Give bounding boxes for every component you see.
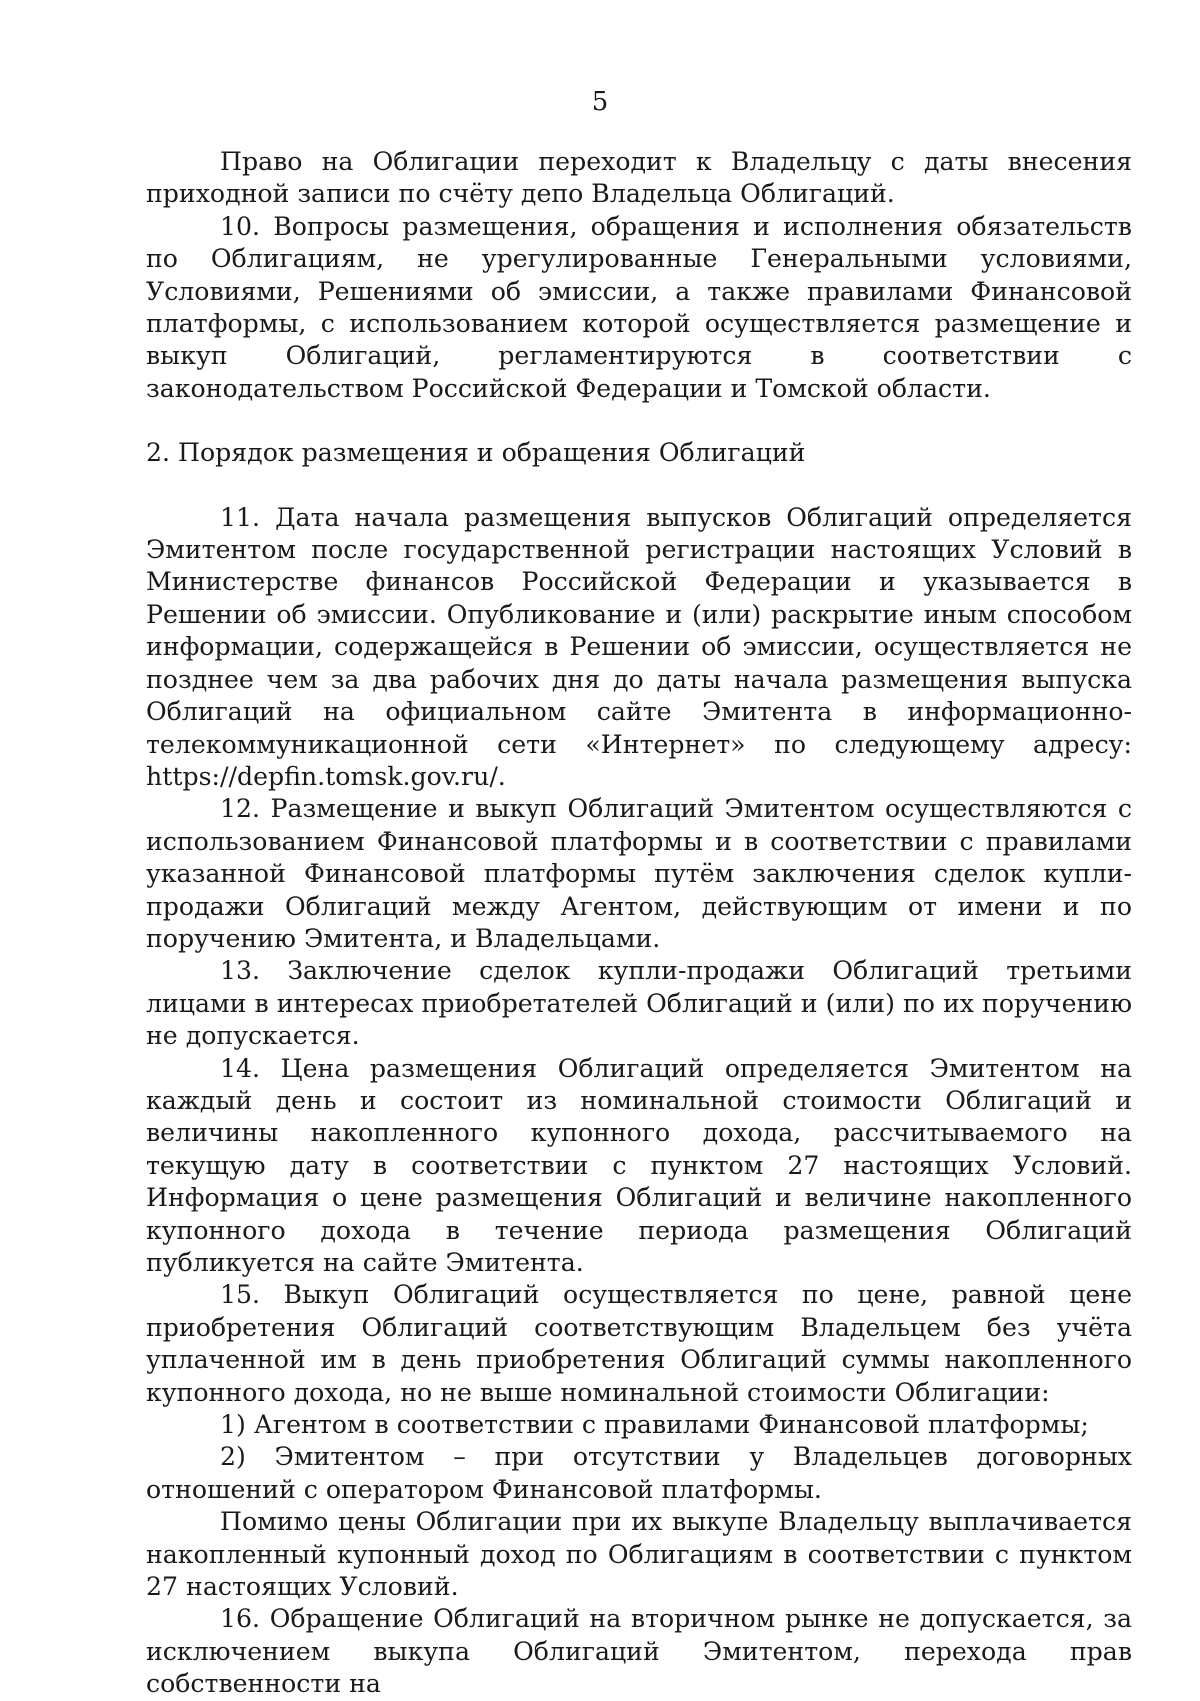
list-item-agent: 1) Агентом в соответствии с правилами Финансовой платформы; bbox=[220, 1410, 1089, 1440]
paragraph-item-15: 15. Выкуп Облигаций осуществляется по цене, равной цене приобретения Облигаций соответствующим Владельцем без учёта уплаченной им в день приобретения Облигаций суммы накопленного купонного дохода, но не выше номинальной стоимости Облигации: bbox=[146, 1280, 1132, 1407]
paragraph-item-12: 12. Размещение и выкуп Облигаций Эмитентом осуществляются с использованием Финансовой платформы и в соответствии с правилами указанной Финансовой платформы путём заключения сделок купли-продажи Облигаций между Агентом, действующим от имени и по поручению Эмитента, и Владельцами. bbox=[146, 794, 1132, 953]
page-number: 5 bbox=[591, 87, 609, 117]
paragraph-item-13: 13. Заключение сделок купли-продажи Облигаций третьими лицами в интересах приобретателей Облигаций и (или) по их поручению не допускается. bbox=[146, 956, 1132, 1051]
paragraph-item-14: 14. Цена размещения Облигаций определяется Эмитентом на каждый день и состоит из номинальной стоимости Облигаций и величины накопленного купонного дохода, рассчитываемого на текущую дату в соответствии с пунктом 27 настоящих Условий. Информация о цене размещения Облигаций и величине накопленного купонного дохода в течение периода размещения Облигаций публикуется на сайте Эмитента. bbox=[146, 1053, 1132, 1277]
paragraph-ownership-transfer: Право на Облигации переходит к Владельцу с даты внесения приходной записи по счёту депо Владельца Облигаций. bbox=[146, 147, 1132, 209]
list-item-issuer: 2) Эмитентом – при отсутствии у Владельцев договорных отношений с оператором Финансовой платформы. bbox=[146, 1442, 1132, 1504]
paragraph-item-16: 16. Обращение Облигаций на вторичном рынке не допускается, за исключением выкупа Облигаций Эмитентом, перехода прав собственности на bbox=[146, 1604, 1132, 1699]
paragraph-item-11: 11. Дата начала размещения выпусков Облигаций определяется Эмитентом после государственной регистрации настоящих Условий в Министерстве финансов Российской Федерации и указывается в Решении об эмиссии. Опубликование и (или) раскрытие иным способом информации, содержащейся в Решении об эмиссии, осуществляется не позднее чем за два рабочих дня до даты начала размещения выпуска Облигаций на официальном сайте Эмитента в информационно-телекоммуникационной сети «Интернет» по следующему адресу: https://depfin.tomsk.gov.ru/. bbox=[146, 502, 1132, 791]
document-body bbox=[146, 146, 1132, 1701]
section-heading: 2. Порядок размещения и обращения Облигаций bbox=[146, 438, 806, 468]
paragraph-coupon-income: Помимо цены Облигации при их выкупе Владельцу выплачивается накопленный купонный доход по Облигациям в соответствии с пунктом 27 настоящих Условий. bbox=[146, 1507, 1132, 1602]
paragraph-item-10: 10. Вопросы размещения, обращения и исполнения обязательств по Облигациям, не урегулированные Генеральными условиями, Условиями, Решениями об эмиссии, а также правилами Финансовой платформы, с использованием которой осуществляется размещение и выкуп Облигаций, регламентируются в соответствии с законодательством Российской Федерации и Томской области. bbox=[146, 211, 1132, 403]
